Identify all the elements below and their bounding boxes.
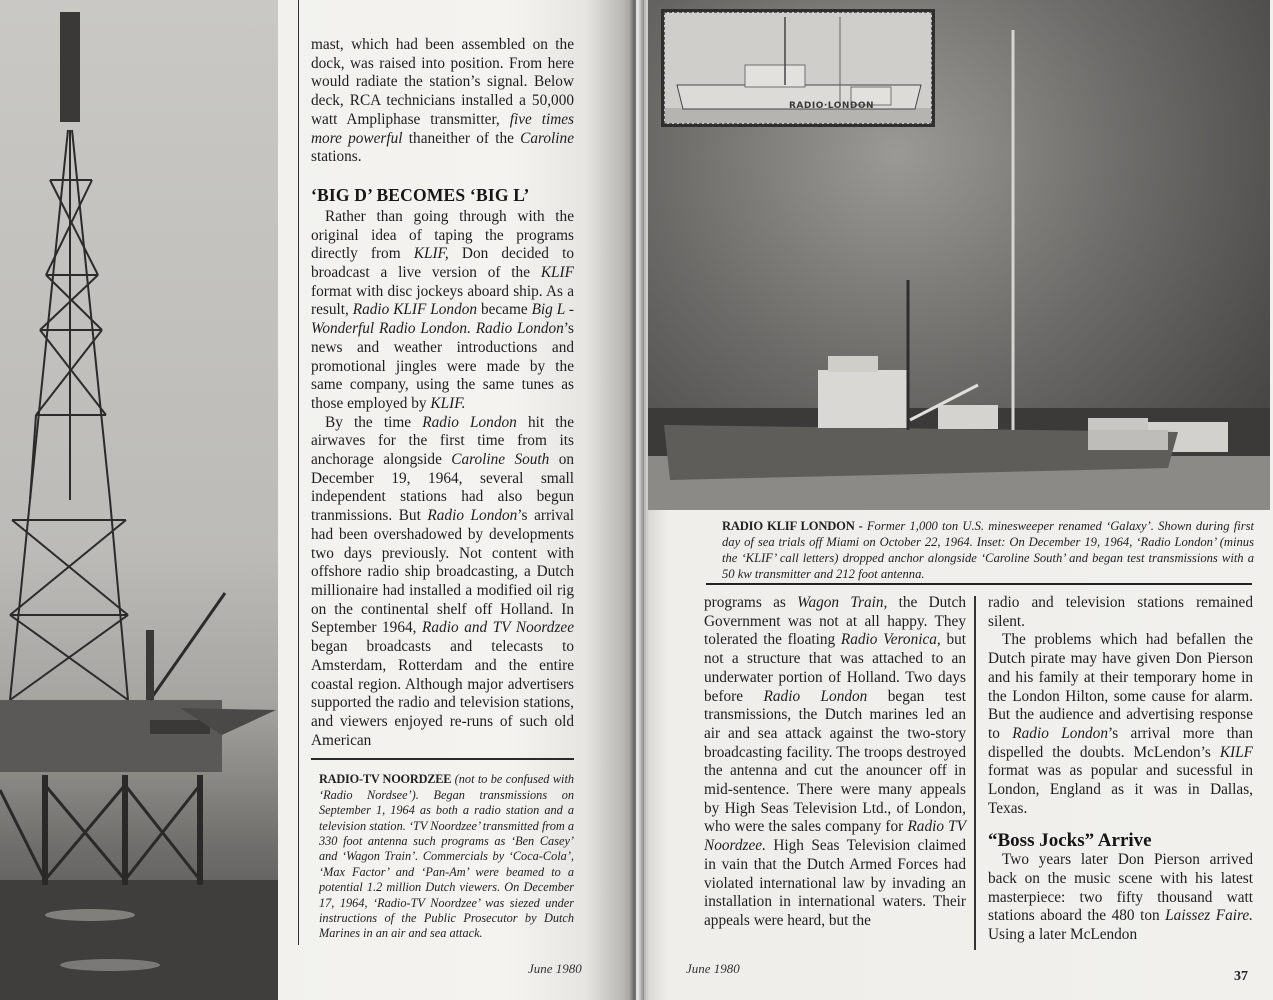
paragraph-emphasis: KLIF. [430, 394, 466, 412]
paragraph-text: began test transmissions, the Dutch marines led an air and sea attack against the two-story broadcasting facility. The troops destroyed the antenna and cut the anouncer off in mid-sentence. There were many appeals by High Seas Television Ltd., of London, who were the sales company for [704, 687, 966, 836]
right-article-column-1 [704, 594, 966, 931]
paragraph-text: radio and television stations remained silent. [988, 594, 1253, 630]
paragraph-text: but not a structure that was attached to an underwater portion of Holland. Two days before [704, 631, 966, 705]
caption-title: RADIO-TV NOORDZEE [319, 772, 452, 787]
paragraph-text: ’s news and weather introductions and promotional jingles were made by the same company, using the same tunes as those employed by [311, 320, 574, 412]
ship-photo-caption-block [706, 518, 1254, 582]
paragraph-emphasis: Radio TV Noordzee. [704, 818, 967, 855]
paragraph-emphasis: Radio and TV Noordzee [422, 619, 574, 637]
caption-text: (not to be confused with ‘Radio Nordsee’). Began transmissions on September 1, 1964 as both a radio station and a television station. ‘TV Noordzee’ transmitted from a 330 foot antenna such programs as ‘Ben Casey’ and ‘Wagon Train’. Commercials by ‘Coca-Cola’, ‘Max Factor’ and ‘Pan-Am’ were beamed to a potential 1.2 million Dutch viewers. On December 17, 1964, ‘Radio-TV Noordzee’ was siezed under instructions of the Public Prosecutor by Dutch Marines in an air and sea attack. [319, 772, 575, 941]
paragraph-emphasis: Radio London [422, 413, 517, 431]
paragraph-emphasis: KILF [1219, 743, 1253, 761]
article-paragraph [311, 208, 574, 750]
paragraph-text: High Seas Television claimed in vain that the Dutch Armed Forces had violated international law by invading an installation in international waters. Their appeals were heard, but the [704, 837, 967, 929]
paragraph-text: began broadcasts and telecasts to Amsterdam, Rotterdam and the entire coastal region. Although major advertisers supported the radio and television stations, and viewers enjoyed re-runs of such old American [311, 638, 574, 749]
paragraph-text: became [480, 301, 528, 319]
issue-date-right: June 1980 [686, 961, 740, 976]
ship-photo [648, 0, 1270, 510]
caption-title: RADIO KLIF LONDON - [722, 519, 863, 533]
paragraph-emphasis: Radio London [427, 507, 518, 525]
issue-date-left: June 1980 [528, 961, 582, 976]
tower-photo-icon [0, 0, 278, 1000]
book-gutter [628, 0, 644, 1000]
section-heading: ‘BIG D’ BECOMES ‘BIG L’ [311, 184, 530, 205]
paragraph-text: Don decided to broadcast a live version of the [311, 245, 574, 282]
paragraph-text: thaneither of the [408, 129, 514, 147]
caption-divider [311, 758, 574, 760]
paragraph-text: hit the airwaves for the first time from its anchorage alongside [311, 413, 574, 469]
paragraph-emphasis: KLIF [540, 264, 574, 282]
paragraph-text: format with disc jockeys aboard ship. As a result, [311, 282, 574, 319]
paragraph-text: mast, which had been assembled on the dock, was raised into position. From here would radiate the station’s signal. Below deck, RCA technicians installed a 50,000 watt Ampliphase transmitter, [311, 36, 574, 128]
ship-name-label: RADIO·LONDON [789, 101, 875, 111]
paragraph-text: The problems which had befallen the Dutch pirate may have given Don Pierson and his family at their temporary home in the London Hilton, some cause for alarm. But the audience and advertising response to [988, 631, 1253, 742]
inset-photo [664, 12, 932, 124]
paragraph-emphasis: Caroline [520, 129, 574, 147]
paragraph-text: programs as [704, 594, 786, 611]
paragraph-emphasis: Radio Veronica, [840, 631, 941, 649]
photo-caption [311, 772, 574, 941]
paragraph-text: ’s arrival had been overshadowed by developments two days previously. Not content with offshore radio ship broadcasting, a Dutch millionaire had installed a modified oil rig on the continental shelf off Holland. In September 1964, [311, 507, 574, 637]
paragraph-text: By the time [325, 413, 412, 431]
paragraph-text: the Dutch Government was not at all happy. They tolerated the floating [704, 594, 966, 649]
paragraph-emphasis: Caroline South [451, 451, 550, 469]
section-heading: “Boss Jocks” Arrive [988, 830, 1152, 852]
paragraph-emphasis: KLIF, [413, 245, 449, 263]
paragraph-text: Two years later Don Pierson arrived back on the music scene with his latest masterpiece: two fifty thousand watt stations aboard the 480 ton [988, 851, 1253, 925]
photo-caption [706, 518, 1254, 582]
paragraph-text: Using a later McLendon [988, 925, 1138, 943]
caption-text: Former 1,000 ton U.S. minesweeper renamed ‘Galaxy’. Shown during first day of sea trials off Miami on October 22, 1964. Inset: On December 19, 1964, ‘Radio London’ (minus the ‘KLIF’ call letters) dropped anchor alongside ‘Caroline South’ and began test transmissions with a 50 kw transmitter and 212 foot antenna. [722, 519, 1255, 581]
paragraph-emphasis: Big L - Wonderful Radio London. Radio London [311, 301, 574, 338]
paragraph-emphasis: Wagon Train, [797, 594, 888, 611]
page-number: 37 [1234, 969, 1248, 984]
paragraph-emphasis: Radio London [763, 687, 868, 705]
article-paragraph [311, 0, 574, 167]
right-article-column-2 [988, 594, 1253, 945]
caption-divider [706, 583, 1252, 585]
paragraph-text: stations. [311, 148, 362, 166]
paragraph-text: ’s arrival more than dispelled the doubts. McLendon’s [988, 724, 1253, 761]
paragraph-text: on December 19, 1964, several small independent stations had also begun tranmissions. But [311, 451, 574, 525]
paragraph-text: Rather than going through with the original idea of taping the programs directly from [311, 207, 574, 263]
paragraph-emphasis: Radio KLIF London [352, 301, 478, 319]
tower-photo [0, 0, 278, 1000]
column-divider [974, 596, 976, 950]
paragraph-emphasis: Radio London [1012, 724, 1108, 742]
left-article-column [298, 0, 590, 945]
paragraph-emphasis: five times more powerful [311, 110, 575, 147]
paragraph-text: format was as popular and sucessful in London, England as it was in Dallas, Texas. [988, 762, 1253, 817]
paragraph-emphasis: Laissez Faire. [1165, 907, 1253, 925]
